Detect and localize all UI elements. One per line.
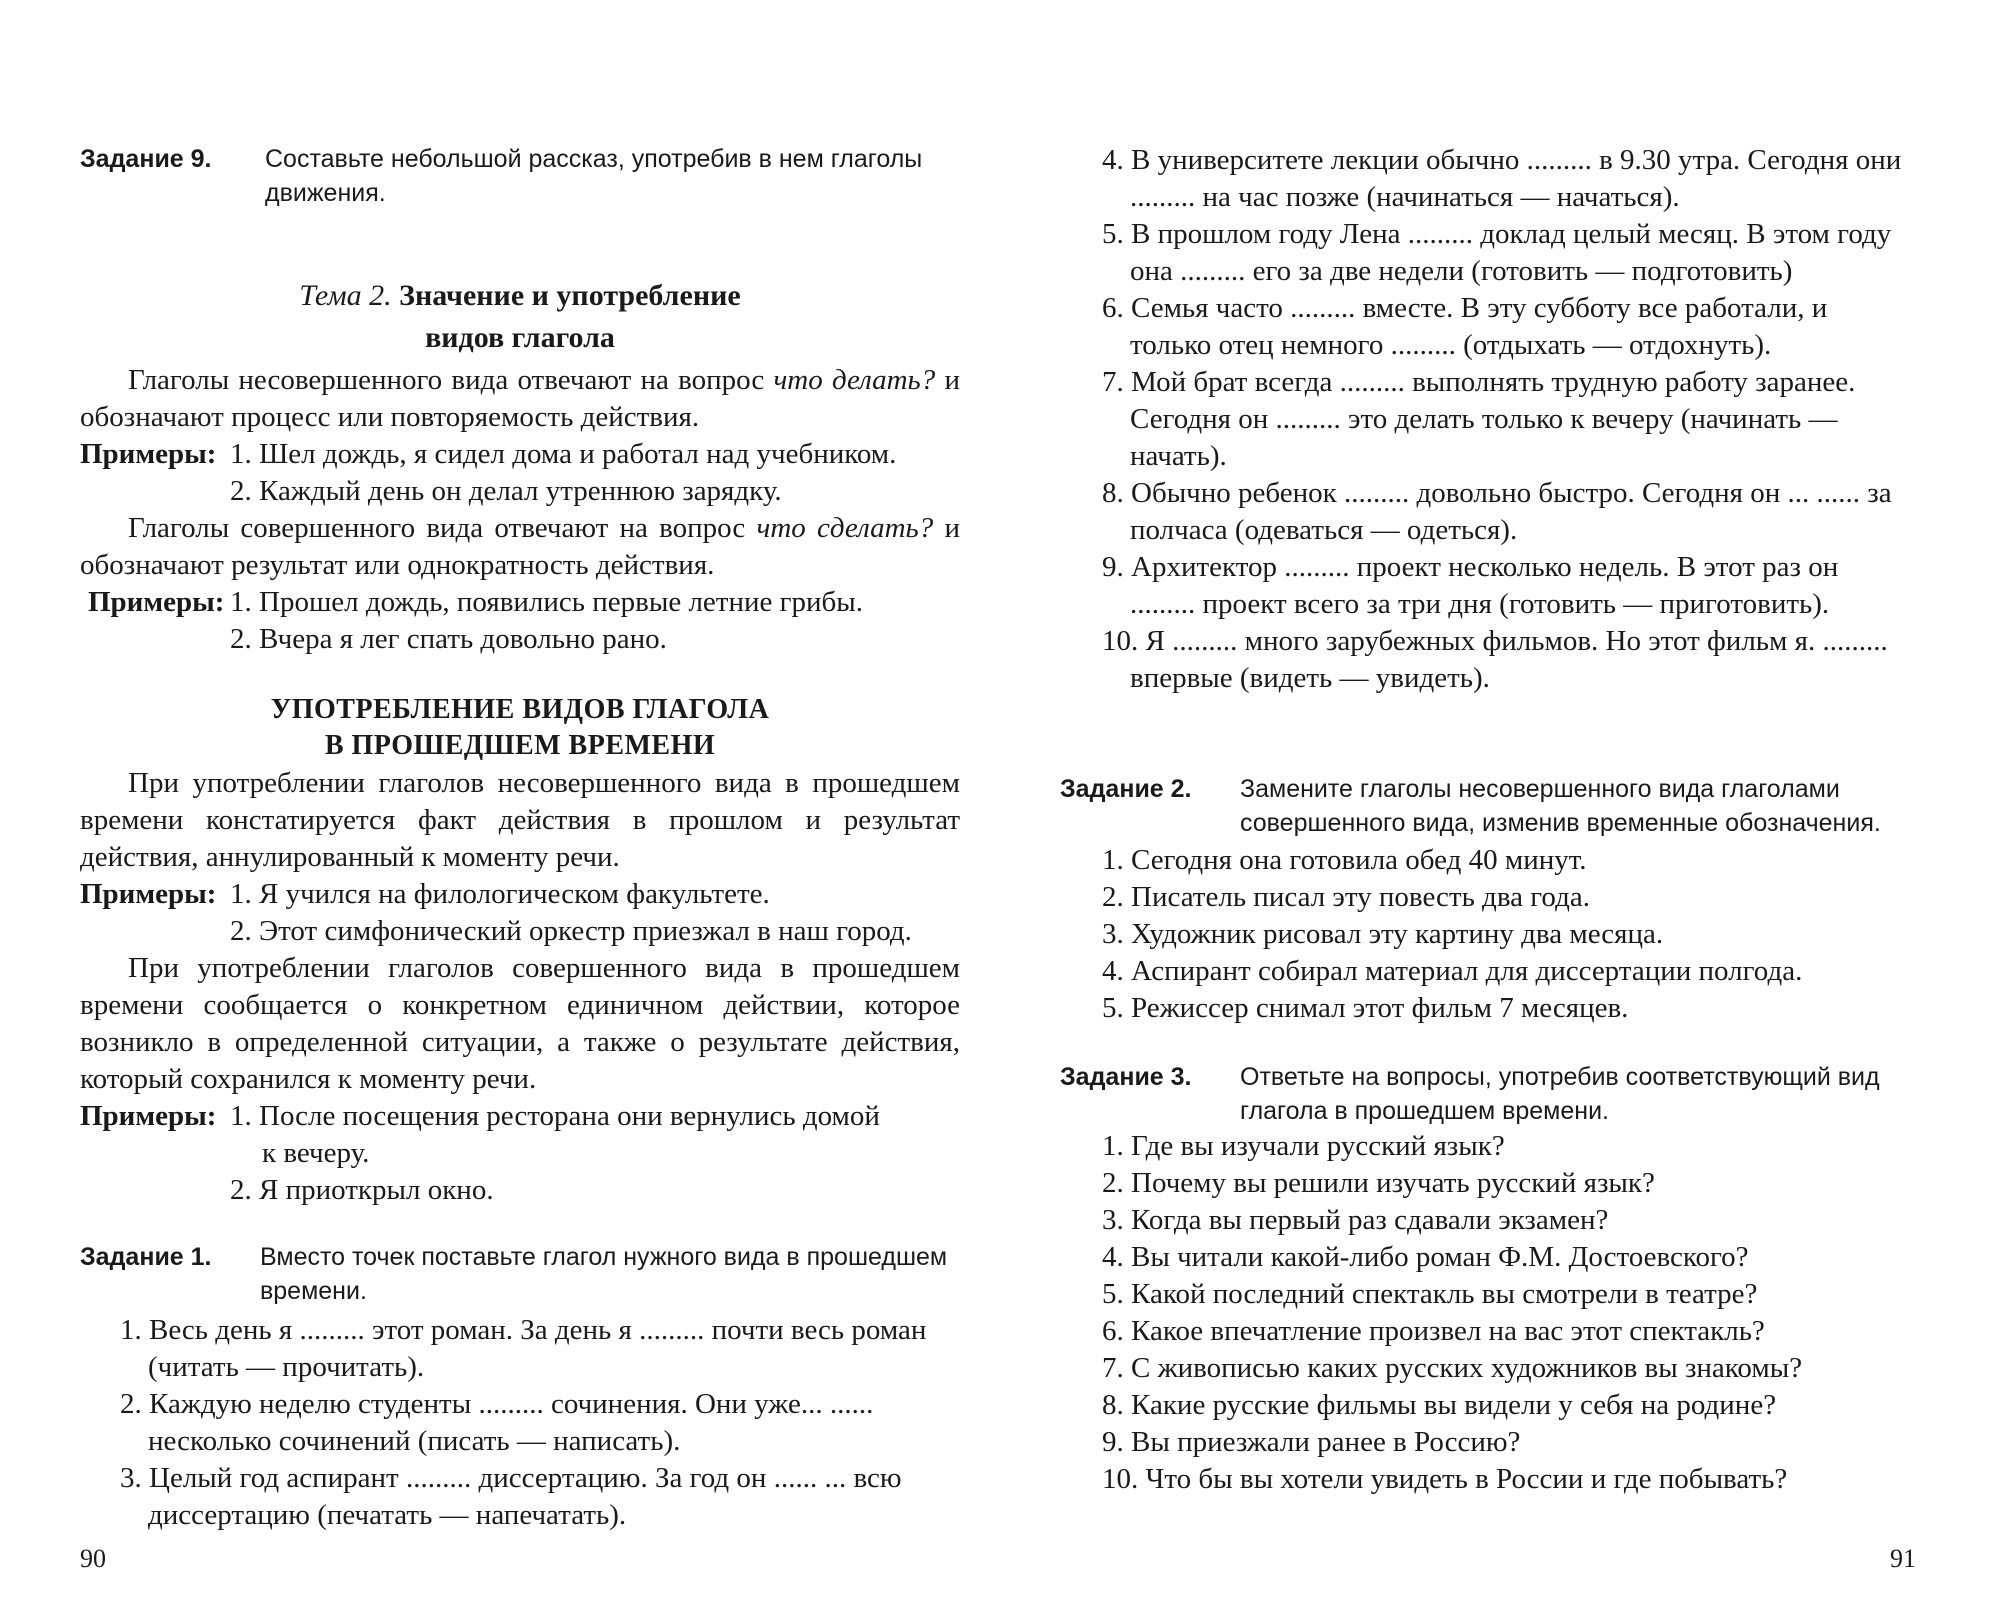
list-item: 1. Сегодня она готовила обед 40 минут.: [1102, 844, 1587, 876]
section-heading: [80, 692, 960, 764]
task2-text: Замените глаголы несовершенного вида глаголами совершенного вида, изменив временные обозначения.: [1240, 775, 1881, 837]
list-item: 3. Когда вы первый раз сдавали экзамен?: [1102, 1204, 1609, 1236]
list-item: 2. Почему вы решили изучать русский язык?: [1102, 1167, 1655, 1199]
past-imperfective-paragraph: При употреблении глаголов несовершенного вида в прошедшем времени констатируется факт действия в прошлом и результат действия, аннулированный к моменту речи.: [80, 767, 960, 873]
task1-heading: [80, 1240, 950, 1308]
past-perfective-paragraph: При употреблении глаголов совершенного вида в прошедшем времени сообщается о конкретном единичном действии, которое возникло в определенной ситуации, а также о результате действия, который сохранился к моменту речи.: [80, 952, 960, 1095]
perfective-question: что сделать?: [756, 512, 934, 544]
task9-text: Составьте небольшой рассказ, употребив в нем глаголы движения.: [265, 145, 923, 207]
theme-title-line2: видов глагола: [425, 321, 615, 354]
list-item: 5. В прошлом году Лена ......... доклад целый месяц. В этом году она ......... его за две недели (готовить — подготовить): [1102, 218, 1892, 287]
example-item: 1. После посещения ресторана они вернулись домой: [230, 1100, 880, 1132]
example-item: 2. Этот симфонический оркестр приезжал в наш город.: [230, 915, 912, 947]
theme-number: Тема 2.: [299, 279, 392, 312]
task1-label: Задание 1.: [80, 1243, 212, 1271]
example-item: 2. Каждый день он делал утреннюю зарядку.: [230, 475, 782, 507]
examples-label: Примеры:: [80, 878, 217, 910]
list-item: 7. Мой брат всегда ......... выполнять трудную работу заранее. Сегодня он ......... это делать только к вечеру (начинать — начать).: [1102, 366, 1856, 472]
list-item: 5. Какой последний спектакль вы смотрели в театре?: [1102, 1278, 1758, 1310]
task3-text: Ответьте на вопросы, употребив соответствующий вид глагола в прошедшем времени.: [1240, 1063, 1880, 1125]
task1-list: [108, 1312, 948, 1534]
list-item: 3. Художник рисовал эту картину два месяца.: [1102, 918, 1664, 950]
task1-text: Вместо точек поставьте глагол нужного вида в прошедшем времени.: [260, 1243, 948, 1305]
example-item: 2. Вчера я лег спать довольно рано.: [230, 623, 667, 655]
list-item: 7. С живописью каких русских художников вы знакомы?: [1102, 1352, 1803, 1384]
examples-label: Примеры:: [80, 1100, 217, 1132]
examples-block-2: [88, 584, 988, 658]
examples-block-3: [80, 876, 990, 950]
theme-title-line1: Значение и употребление: [399, 279, 741, 312]
examples-label: Примеры:: [88, 586, 225, 618]
task2-list: [1090, 842, 1910, 1027]
examples-block-4: [80, 1098, 980, 1209]
list-item: 8. Какие русские фильмы вы видели у себя на родине?: [1102, 1389, 1777, 1421]
example-item: 1. Шел дождь, я сидел дома и работал над учебником.: [230, 438, 897, 470]
list-item: 10. Что бы вы хотели увидеть в России и где побывать?: [1102, 1463, 1788, 1495]
task3-list: [1090, 1128, 1910, 1498]
perfective-paragraph: Глаголы совершенного вида отвечают на вопрос что сделать? и обозначают результат или однократность действия.: [80, 512, 960, 581]
task2-label: Задание 2.: [1060, 775, 1192, 803]
list-item: 3. Целый год аспирант ......... диссертацию. За год он ...... ... всю диссертацию (печатать — напечатать).: [120, 1462, 902, 1531]
task2-heading: [1060, 772, 1940, 840]
example-item: к вечеру.: [262, 1137, 370, 1169]
theme-title: [80, 275, 960, 359]
example-item: 2. Я приоткрыл окно.: [230, 1174, 494, 1206]
task1-continued-list: [1090, 142, 1910, 697]
list-item: 1. Где вы изучали русский язык?: [1102, 1130, 1505, 1162]
list-item: 6. Семья часто ......... вместе. В эту субботу все работали, и только отец немного ......... (отдыхать — отдохнуть).: [1102, 292, 1828, 361]
page-number-right: 91: [1890, 1544, 1916, 1573]
list-item: 2. Писатель писал эту повесть два года.: [1102, 881, 1590, 913]
task9-label: Задание 9.: [80, 145, 212, 173]
list-item: 4. Вы читали какой-либо роман Ф.М. Достоевского?: [1102, 1241, 1749, 1273]
task9-heading: [80, 142, 960, 210]
list-item: 4. Аспирант собирал материал для диссертации полгода.: [1102, 955, 1803, 987]
examples-block-1: [80, 436, 980, 510]
example-item: 1. Я учился на филологическом факультете.: [230, 878, 770, 910]
examples-label: Примеры:: [80, 438, 217, 470]
list-item: 8. Обычно ребенок ......... довольно быстро. Сегодня он ... ...... за полчаса (одеваться — одеться).: [1102, 477, 1892, 546]
list-item: 9. Вы приезжали ранее в Россию?: [1102, 1426, 1521, 1458]
list-item: 9. Архитектор ......... проект несколько недель. В этот раз он ......... проект всего за три дня (готовить — приготовить).: [1102, 551, 1839, 620]
imperfective-question: что делать?: [773, 364, 936, 396]
left-page: [80, 0, 960, 1616]
right-page: [1060, 0, 1930, 1616]
task3-heading: [1060, 1060, 1940, 1128]
example-item: 1. Прошел дождь, появились первые летние грибы.: [230, 586, 864, 618]
imperfective-paragraph: Глаголы несовершенного вида отвечают на вопрос что делать? и обозначают процесс или повторяемость действия.: [80, 364, 960, 433]
list-item: 1. Весь день я ......... этот роман. За день я ......... почти весь роман (читать — прочитать).: [120, 1314, 927, 1383]
list-item: 10. Я ......... много зарубежных фильмов. Но этот фильм я. ......... впервые (видеть — увидеть).: [1102, 625, 1888, 694]
list-item: 6. Какое впечатление произвел на вас этот спектакль?: [1102, 1315, 1765, 1347]
page-number-left: 90: [80, 1544, 106, 1573]
section-heading-line2: В ПРОШЕДШЕМ ВРЕМЕНИ: [324, 730, 716, 761]
section-heading-line1: УПОТРЕБЛЕНИЕ ВИДОВ ГЛАГОЛА: [270, 694, 770, 725]
list-item: 5. Режиссер снимал этот фильм 7 месяцев.: [1102, 992, 1629, 1024]
list-item: 2. Каждую неделю студенты ......... сочинения. Они уже... ...... несколько сочинений (писать — написать).: [120, 1388, 874, 1457]
list-item: 4. В университете лекции обычно ......... в 9.30 утра. Сегодня они ......... на час позже (начинаться — начаться).: [1102, 144, 1902, 213]
task3-label: Задание 3.: [1060, 1063, 1192, 1091]
